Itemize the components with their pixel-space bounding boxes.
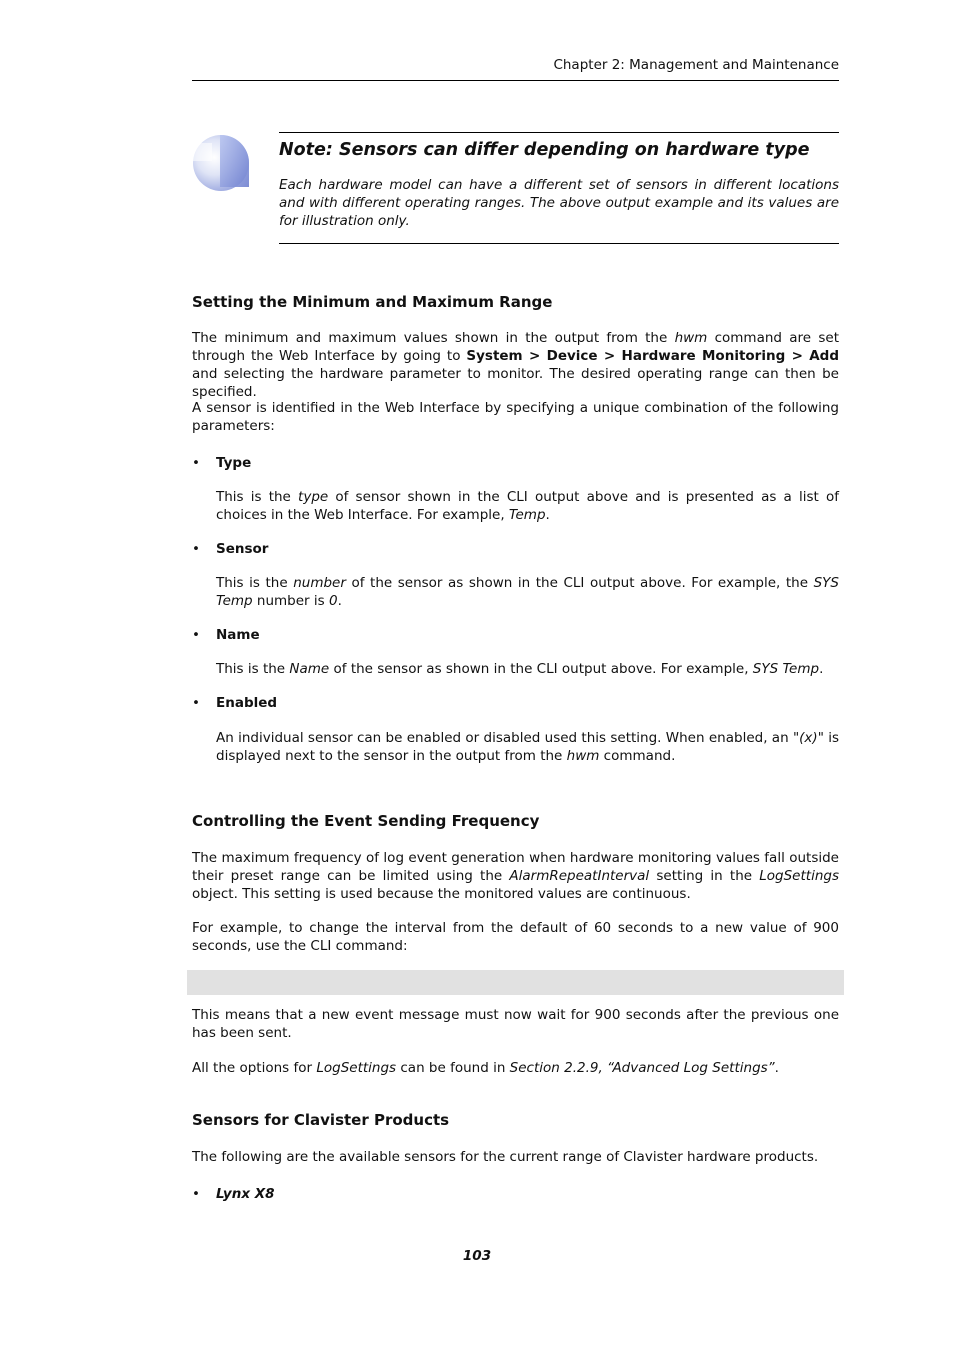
note-box	[279, 132, 839, 244]
list-item-type-label: Type	[216, 455, 252, 471]
paragraph-frequency-intro: The maximum frequency of log event generation when hardware monitoring values fall outside their preset range can be limited using the AlarmRepeatInterval setting in the LogSettings object. This setting is used because the monitored values are continuous.	[192, 850, 839, 902]
list-item-enabled-label: Enabled	[216, 695, 278, 711]
bullet: •	[192, 627, 200, 643]
section-heading-sensors: Sensors for Clavister Products	[192, 1111, 450, 1129]
page-number: 103	[462, 1248, 492, 1264]
paragraph-sensors-intro: The following are the available sensors for the current range of Clavister hardware products.	[192, 1149, 819, 1165]
menu-path: System > Device > Hardware Monitoring > Add	[466, 348, 839, 364]
note-title: Note: Sensors can differ depending on hardware type	[279, 140, 810, 160]
paragraph-logsettings-ref: All the options for LogSettings can be found in Section 2.2.9, “Advanced Log Settings”.	[192, 1060, 779, 1076]
list-item-sensor-text: This is the number of the sensor as shown in the CLI output above. For example, the SYS Temp number is 0.	[216, 575, 839, 609]
cli-code-block	[187, 970, 844, 995]
paragraph-frequency-example: For example, to change the interval from the default of 60 seconds to a new value of 900 seconds, use the CLI command:	[192, 920, 839, 954]
list-item-sensor-label: Sensor	[216, 541, 269, 557]
paragraph-sensor-identify: A sensor is identified in the Web Interface by specifying a unique combination of the following parameters:	[192, 400, 839, 434]
section-heading-range: Setting the Minimum and Maximum Range	[192, 293, 553, 311]
section-link[interactable]: Section 2.2.9, “Advanced Log Settings”	[509, 1060, 775, 1076]
list-item-lynx-x8: Lynx X8	[216, 1186, 275, 1202]
list-item-enabled-text: An individual sensor can be enabled or disabled used this setting. When enabled, an "(x)" is displayed next to the sensor in the output from the hwm command.	[216, 730, 839, 764]
chapter-title: Chapter 2: Management and Maintenance	[553, 57, 839, 73]
bullet: •	[192, 1186, 200, 1202]
list-item-type-text: This is the type of sensor shown in the CLI output above and is presented as a list of choices in the Web Interface. For example, Temp.	[216, 489, 839, 523]
list-item-name-text: This is the Name of the sensor as shown in the CLI output above. For example, SYS Temp.	[216, 661, 824, 677]
running-header	[192, 56, 839, 81]
paragraph-range-intro: The minimum and maximum values shown in the output from the hwm command are set through the Web Interface by going to System > Device > Hardware Monitoring > Add and selecting the hardware parameter to monitor. The desired operating range can then be specified.	[192, 330, 839, 400]
note-icon	[192, 133, 252, 193]
paragraph-event-wait: This means that a new event message must now wait for 900 seconds after the previous one has been sent.	[192, 1007, 839, 1041]
bullet: •	[192, 541, 200, 557]
list-item-name-label: Name	[216, 627, 260, 643]
bullet: •	[192, 695, 200, 711]
section-heading-frequency: Controlling the Event Sending Frequency	[192, 812, 540, 830]
bullet: •	[192, 455, 200, 471]
note-text: Each hardware model can have a different set of sensors in different locations and with different operating ranges. The above output example and its values are for illustration only.	[279, 177, 839, 229]
hwm-command: hwm	[674, 330, 708, 346]
